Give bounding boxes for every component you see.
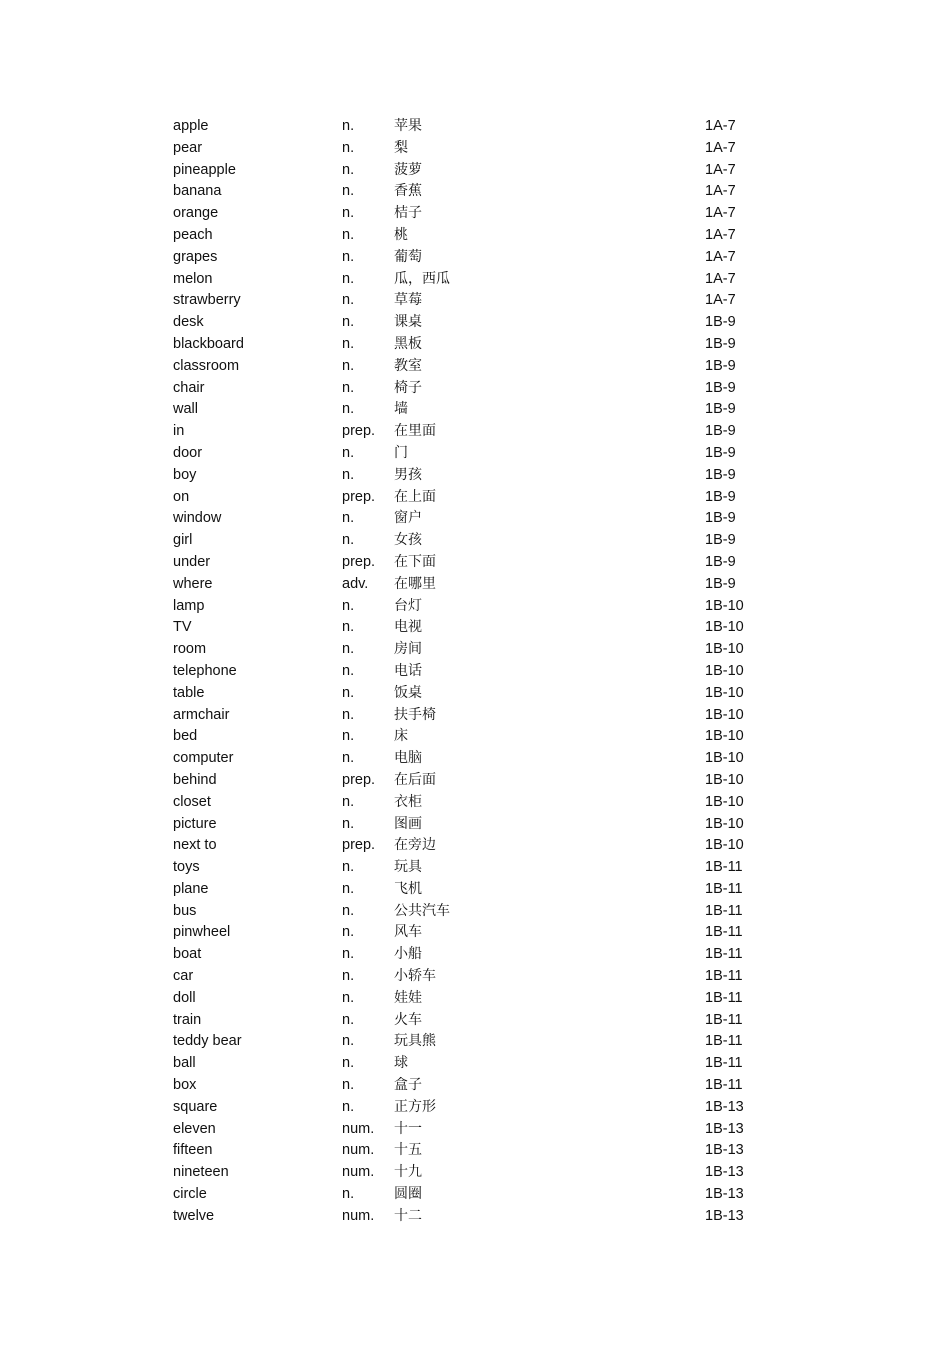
vocab-row: [173, 1053, 793, 1075]
english-word: lamp: [173, 597, 205, 614]
unit-reference: 1B-10: [705, 597, 744, 614]
unit-reference: 1B-9: [705, 553, 736, 570]
vocab-row: [173, 988, 793, 1010]
unit-reference: 1B-9: [705, 357, 736, 374]
unit-reference: 1B-10: [705, 662, 744, 679]
unit-reference: 1B-10: [705, 728, 744, 745]
unit-reference: 1A-7: [705, 183, 736, 200]
unit-reference: 1B-10: [705, 771, 744, 788]
english-word: grapes: [173, 248, 218, 265]
chinese-meaning: 课桌: [394, 314, 422, 331]
unit-reference: 1B-10: [705, 641, 744, 658]
chinese-meaning: 玩具: [394, 859, 422, 876]
vocab-row: [173, 356, 793, 378]
unit-reference: 1A-7: [705, 270, 736, 287]
english-word: doll: [173, 989, 196, 1006]
english-word: fifteen: [173, 1142, 213, 1159]
unit-reference: 1B-11: [705, 880, 743, 897]
unit-reference: 1B-9: [705, 444, 736, 461]
vocab-row: [173, 290, 793, 312]
part-of-speech: n.: [342, 314, 355, 331]
english-word: armchair: [173, 706, 230, 723]
chinese-meaning: 饭桌: [394, 684, 422, 701]
unit-reference: 1B-10: [705, 837, 744, 854]
vocab-row: [173, 312, 793, 334]
part-of-speech: n.: [342, 444, 355, 461]
english-word: bus: [173, 902, 197, 919]
chinese-meaning: 飞机: [394, 880, 422, 897]
chinese-meaning: 瓜，西瓜: [394, 270, 450, 287]
chinese-meaning: 小轿车: [394, 968, 436, 985]
unit-reference: 1B-10: [705, 619, 744, 636]
part-of-speech: n.: [342, 1033, 355, 1050]
unit-reference: 1B-9: [705, 335, 736, 352]
part-of-speech: n.: [342, 728, 355, 745]
unit-reference: 1B-13: [705, 1098, 744, 1115]
chinese-meaning: 梨: [394, 139, 408, 156]
unit-reference: 1A-7: [705, 205, 736, 222]
english-word: window: [173, 510, 222, 527]
unit-reference: 1B-11: [705, 1011, 743, 1028]
part-of-speech: prep.: [342, 553, 376, 570]
part-of-speech: n.: [342, 292, 355, 309]
chinese-meaning: 门: [394, 444, 408, 461]
english-word: TV: [173, 619, 192, 636]
chinese-meaning: 火车: [394, 1011, 422, 1028]
part-of-speech: n.: [342, 750, 355, 767]
part-of-speech: n.: [342, 466, 355, 483]
chinese-meaning: 椅子: [394, 379, 422, 396]
english-word: toys: [173, 859, 200, 876]
chinese-meaning: 盒子: [394, 1077, 422, 1094]
unit-reference: 1B-10: [705, 706, 744, 723]
english-word: nineteen: [173, 1164, 229, 1181]
unit-reference: 1B-10: [705, 815, 744, 832]
chinese-meaning: 电话: [394, 662, 422, 679]
part-of-speech: n.: [342, 706, 355, 723]
chinese-meaning: 公共汽车: [394, 902, 450, 919]
english-word: table: [173, 684, 205, 701]
english-word: picture: [173, 815, 217, 832]
unit-reference: 1B-13: [705, 1120, 744, 1137]
english-word: under: [173, 553, 211, 570]
chinese-meaning: 在后面: [394, 771, 436, 788]
vocab-row: [173, 334, 793, 356]
chinese-meaning: 在旁边: [394, 837, 436, 854]
english-word: in: [173, 423, 185, 440]
vocab-row: [173, 465, 793, 487]
unit-reference: 1B-9: [705, 401, 736, 418]
vocab-row: [173, 116, 793, 138]
english-word: boy: [173, 466, 197, 483]
part-of-speech: num.: [342, 1142, 375, 1159]
chinese-meaning: 十二: [394, 1207, 422, 1224]
unit-reference: 1B-13: [705, 1142, 744, 1159]
vocab-row: [173, 770, 793, 792]
english-word: plane: [173, 880, 209, 897]
chinese-meaning: 在下面: [394, 553, 436, 570]
chinese-meaning: 电脑: [394, 750, 422, 767]
vocab-row: [173, 1140, 793, 1162]
part-of-speech: n.: [342, 335, 355, 352]
part-of-speech: num.: [342, 1164, 375, 1181]
english-word: next to: [173, 837, 217, 854]
english-word: circle: [173, 1186, 207, 1203]
english-word: teddy bear: [173, 1033, 242, 1050]
unit-reference: 1B-11: [705, 902, 743, 919]
chinese-meaning: 在里面: [394, 423, 436, 440]
part-of-speech: prep.: [342, 488, 376, 505]
chinese-meaning: 墙: [394, 401, 408, 418]
english-word: chair: [173, 379, 205, 396]
english-word: room: [173, 641, 207, 658]
unit-reference: 1B-9: [705, 488, 736, 505]
part-of-speech: n.: [342, 1186, 355, 1203]
part-of-speech: n.: [342, 815, 355, 832]
vocab-row: [173, 1075, 793, 1097]
english-word: door: [173, 444, 203, 461]
vocab-row: [173, 247, 793, 269]
part-of-speech: n.: [342, 139, 355, 156]
unit-reference: 1B-13: [705, 1186, 744, 1203]
vocab-row: [173, 508, 793, 530]
english-word: box: [173, 1077, 197, 1094]
part-of-speech: n.: [342, 859, 355, 876]
vocab-row: [173, 857, 793, 879]
unit-reference: 1B-11: [705, 968, 743, 985]
part-of-speech: n.: [342, 1098, 355, 1115]
vocab-row: [173, 596, 793, 618]
chinese-meaning: 房间: [394, 641, 422, 658]
chinese-meaning: 桃: [394, 226, 408, 243]
vocab-row: [173, 726, 793, 748]
part-of-speech: n.: [342, 1011, 355, 1028]
vocab-row: [173, 443, 793, 465]
vocab-row: [173, 487, 793, 509]
english-word: on: [173, 488, 190, 505]
part-of-speech: n.: [342, 205, 355, 222]
vocab-row: [173, 748, 793, 770]
chinese-meaning: 苹果: [394, 118, 422, 134]
chinese-meaning: 衣柜: [394, 793, 422, 810]
part-of-speech: n.: [342, 902, 355, 919]
part-of-speech: n.: [342, 379, 355, 396]
chinese-meaning: 图画: [394, 815, 422, 832]
english-word: wall: [173, 401, 198, 418]
unit-reference: 1B-9: [705, 466, 736, 483]
vocab-row: [173, 792, 793, 814]
english-word: eleven: [173, 1120, 216, 1137]
unit-reference: 1B-9: [705, 379, 736, 396]
part-of-speech: n.: [342, 1077, 355, 1094]
unit-reference: 1A-7: [705, 161, 736, 178]
english-word: telephone: [173, 662, 237, 679]
unit-reference: 1B-11: [705, 924, 743, 941]
english-word: banana: [173, 183, 222, 200]
vocab-row: [173, 1184, 793, 1206]
unit-reference: 1B-9: [705, 510, 736, 527]
vocab-row: [173, 661, 793, 683]
chinese-meaning: 草莓: [394, 292, 422, 309]
unit-reference: 1B-11: [705, 946, 743, 963]
part-of-speech: n.: [342, 793, 355, 810]
part-of-speech: num.: [342, 1120, 375, 1137]
vocab-row: [173, 160, 793, 182]
unit-reference: 1B-10: [705, 793, 744, 810]
chinese-meaning: 菠萝: [394, 161, 422, 178]
chinese-meaning: 桔子: [394, 205, 422, 222]
chinese-meaning: 在哪里: [394, 575, 436, 592]
vocab-row: [173, 138, 793, 160]
vocab-row: [173, 378, 793, 400]
chinese-meaning: 扶手椅: [394, 706, 436, 723]
vocab-row: [173, 203, 793, 225]
chinese-meaning: 圆圈: [394, 1186, 422, 1203]
english-word: strawberry: [173, 292, 241, 309]
unit-reference: 1B-11: [705, 1077, 743, 1094]
part-of-speech: n.: [342, 968, 355, 985]
english-word: computer: [173, 750, 234, 767]
vocab-row: [173, 617, 793, 639]
chinese-meaning: 女孩: [394, 532, 422, 549]
part-of-speech: n.: [342, 161, 355, 178]
chinese-meaning: 小船: [394, 946, 422, 963]
part-of-speech: n.: [342, 989, 355, 1006]
part-of-speech: num.: [342, 1207, 375, 1224]
part-of-speech: n.: [342, 118, 355, 134]
english-word: twelve: [173, 1207, 215, 1224]
chinese-meaning: 娃娃: [394, 989, 422, 1006]
unit-reference: 1B-11: [705, 859, 743, 876]
part-of-speech: n.: [342, 662, 355, 679]
unit-reference: 1B-13: [705, 1207, 744, 1224]
vocab-row: [173, 421, 793, 443]
english-word: train: [173, 1011, 202, 1028]
vocab-row: [173, 966, 793, 988]
vocab-row: [173, 814, 793, 836]
chinese-meaning: 十九: [394, 1164, 422, 1181]
part-of-speech: n.: [342, 684, 355, 701]
chinese-meaning: 窗户: [394, 510, 422, 527]
unit-reference: 1B-10: [705, 684, 744, 701]
vocab-row: [173, 835, 793, 857]
part-of-speech: prep.: [342, 837, 376, 854]
unit-reference: 1A-7: [705, 139, 736, 156]
vocab-row: [173, 1031, 793, 1053]
chinese-meaning: 玩具熊: [394, 1033, 436, 1050]
vocab-row: [173, 574, 793, 596]
chinese-meaning: 电视: [394, 619, 422, 636]
english-word: car: [173, 968, 194, 985]
english-word: bed: [173, 728, 198, 745]
vocab-row: [173, 922, 793, 944]
part-of-speech: prep.: [342, 423, 376, 440]
english-word: apple: [173, 118, 209, 134]
chinese-meaning: 正方形: [394, 1098, 436, 1115]
chinese-meaning: 香蕉: [394, 183, 422, 200]
chinese-meaning: 葡萄: [394, 248, 422, 265]
unit-reference: 1A-7: [705, 226, 736, 243]
english-word: where: [173, 575, 213, 592]
part-of-speech: n.: [342, 532, 355, 549]
vocab-row: [173, 1206, 793, 1228]
unit-reference: 1B-9: [705, 314, 736, 331]
english-word: desk: [173, 314, 204, 331]
part-of-speech: prep.: [342, 771, 376, 788]
english-word: behind: [173, 771, 217, 788]
chinese-meaning: 十一: [394, 1120, 422, 1137]
english-word: ball: [173, 1055, 196, 1072]
english-word: orange: [173, 205, 219, 222]
chinese-meaning: 球: [394, 1055, 408, 1072]
chinese-meaning: 男孩: [394, 466, 422, 483]
part-of-speech: n.: [342, 401, 355, 418]
unit-reference: 1B-11: [705, 989, 743, 1006]
part-of-speech: n.: [342, 248, 355, 265]
unit-reference: 1A-7: [705, 248, 736, 265]
vocabulary-table: [173, 116, 793, 1228]
part-of-speech: n.: [342, 924, 355, 941]
vocab-row: [173, 705, 793, 727]
unit-reference: 1B-9: [705, 423, 736, 440]
part-of-speech: n.: [342, 946, 355, 963]
unit-reference: 1B-10: [705, 750, 744, 767]
english-word: pineapple: [173, 161, 236, 178]
vocab-row: [173, 683, 793, 705]
part-of-speech: n.: [342, 619, 355, 636]
unit-reference: 1A-7: [705, 292, 736, 309]
vocab-row: [173, 879, 793, 901]
vocab-row: [173, 1119, 793, 1141]
english-word: blackboard: [173, 335, 244, 352]
vocab-row: [173, 639, 793, 661]
vocab-row: [173, 225, 793, 247]
chinese-meaning: 在上面: [394, 488, 436, 505]
part-of-speech: n.: [342, 183, 355, 200]
vocab-row: [173, 1097, 793, 1119]
unit-reference: 1B-9: [705, 532, 736, 549]
vocab-row: [173, 269, 793, 291]
part-of-speech: n.: [342, 270, 355, 287]
part-of-speech: n.: [342, 357, 355, 374]
unit-reference: 1B-11: [705, 1055, 743, 1072]
unit-reference: 1B-11: [705, 1033, 743, 1050]
vocab-row: [173, 944, 793, 966]
english-word: peach: [173, 226, 213, 243]
english-word: girl: [173, 532, 193, 549]
chinese-meaning: 床: [394, 728, 408, 745]
english-word: pear: [173, 139, 203, 156]
english-word: pinwheel: [173, 924, 231, 941]
part-of-speech: n.: [342, 597, 355, 614]
chinese-meaning: 台灯: [394, 597, 422, 614]
vocab-row: [173, 181, 793, 203]
part-of-speech: n.: [342, 226, 355, 243]
chinese-meaning: 十五: [394, 1142, 422, 1159]
unit-reference: 1A-7: [705, 118, 736, 134]
part-of-speech: n.: [342, 641, 355, 658]
unit-reference: 1B-13: [705, 1164, 744, 1181]
english-word: boat: [173, 946, 202, 963]
vocab-row: [173, 552, 793, 574]
part-of-speech: adv.: [342, 575, 369, 592]
vocab-row: [173, 1162, 793, 1184]
part-of-speech: n.: [342, 1055, 355, 1072]
chinese-meaning: 风车: [394, 924, 422, 941]
vocab-row: [173, 901, 793, 923]
vocab-row: [173, 1010, 793, 1032]
chinese-meaning: 教室: [394, 357, 422, 374]
english-word: melon: [173, 270, 213, 287]
english-word: square: [173, 1098, 218, 1115]
english-word: closet: [173, 793, 211, 810]
chinese-meaning: 黑板: [394, 335, 422, 352]
english-word: classroom: [173, 357, 240, 374]
part-of-speech: n.: [342, 510, 355, 527]
vocab-row: [173, 399, 793, 421]
unit-reference: 1B-9: [705, 575, 736, 592]
vocab-row: [173, 530, 793, 552]
part-of-speech: n.: [342, 880, 355, 897]
